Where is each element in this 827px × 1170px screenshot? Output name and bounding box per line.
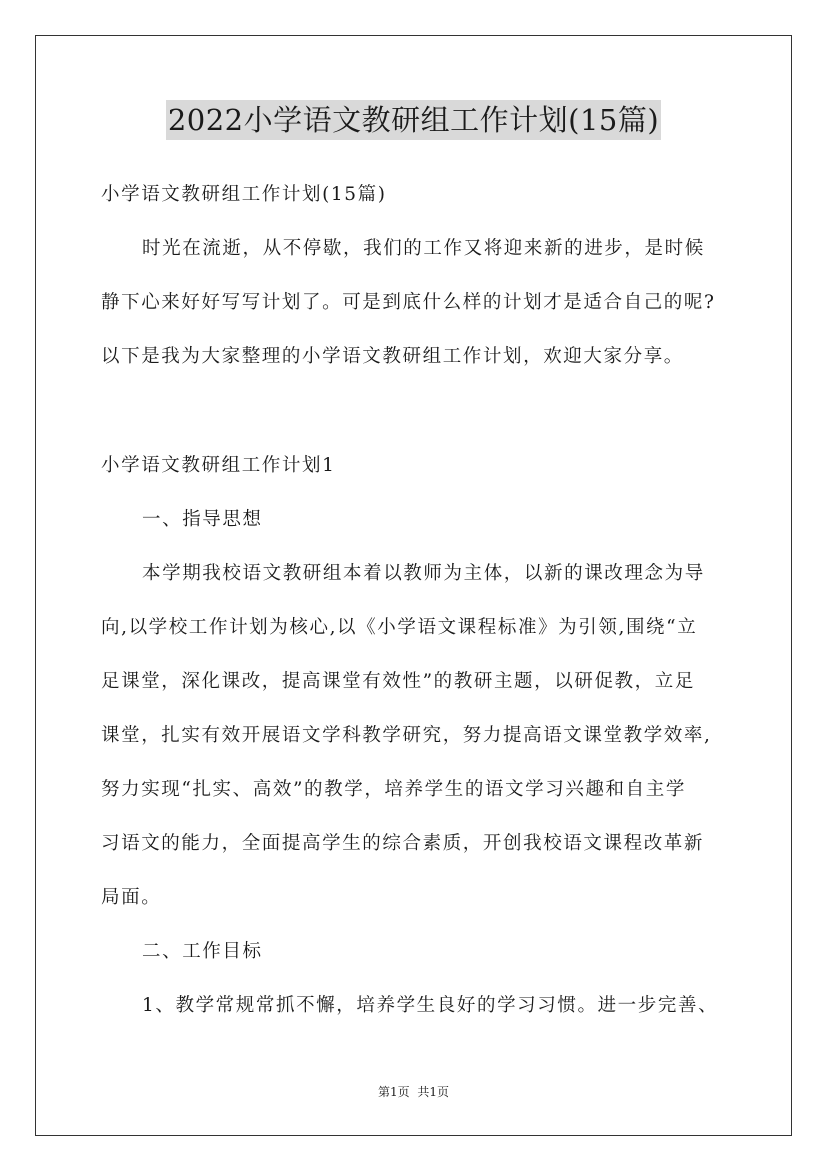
- paragraph-line: 努力实现“扎实、高效”的教学，培养学生的语文学习兴趣和自主学: [101, 779, 686, 800]
- subsection-heading: 二、工作目标: [142, 941, 263, 962]
- page-footer: [0, 1084, 827, 1100]
- page-number: 第1页: [377, 1085, 410, 1099]
- paragraph-line: 向,以学校工作计划为核心,以《小学语文课程标准》为引领,围绕“立: [101, 617, 698, 638]
- paragraph-line: 以下是我为大家整理的小学语文教研组工作计划，欢迎大家分享。: [101, 346, 684, 367]
- paragraph-line: 本学期我校语文教研组本着以教师为主体，以新的课改理念为导: [142, 563, 705, 584]
- paragraph-line: 足课堂，深化课改，提高课堂有效性”的教研主题，以研促教，立足: [101, 671, 695, 692]
- paragraph-line: 课堂，扎实有效开展语文学科教学研究，努力提高语文课堂教学效率,: [101, 725, 712, 746]
- paragraph-line: 习语文的能力，全面提高学生的综合素质，开创我校语文课程改革新: [101, 833, 705, 854]
- paragraph-line: 时光在流逝，从不停歇，我们的工作又将迎来新的进步，是时候: [142, 238, 705, 259]
- paragraph-line: 静下心来好好写写计划了。可是到底什么样的计划才是适合自己的呢?: [101, 292, 716, 313]
- subtitle-line: 小学语文教研组工作计划(15篇): [101, 184, 387, 205]
- document-title: [0, 100, 827, 140]
- document-title-text: 2022小学语文教研组工作计划(15篇): [166, 100, 661, 140]
- paragraph-line: 局面。: [101, 887, 162, 908]
- section-heading: 小学语文教研组工作计划1: [101, 455, 336, 476]
- subsection-heading: 一、指导思想: [142, 509, 263, 530]
- paragraph-line: 1、教学常规常抓不懈，培养学生良好的学习习惯。进一步完善、: [142, 995, 719, 1016]
- page-total: 共1页: [417, 1085, 450, 1099]
